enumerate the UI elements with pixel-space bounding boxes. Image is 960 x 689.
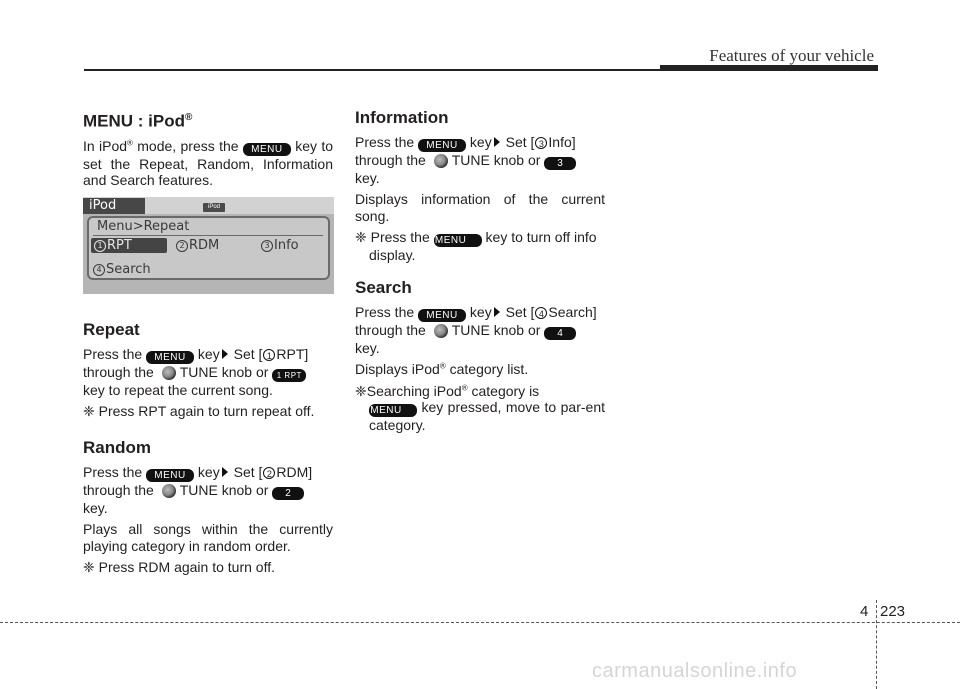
menu-ipod-heading: MENU : iPod® (83, 111, 193, 131)
random-note: ❈ Press RDM again to turn off. (83, 559, 275, 576)
screen-menu-panel (87, 216, 330, 280)
arrow-right-icon (222, 349, 228, 359)
random-section (83, 438, 333, 576)
left-column (83, 108, 333, 188)
repeat-heading: Repeat (83, 320, 140, 339)
screen-divider (93, 235, 323, 236)
circled-2-icon: 2 (263, 467, 275, 479)
screen-tab-ipod: iPod (83, 198, 145, 214)
tune-knob-icon (162, 484, 176, 498)
menu-key-icon: MENU (146, 469, 194, 482)
screen-item-search: 4 Search (93, 262, 151, 277)
screen-menu-title: Menu>Repeat (97, 219, 190, 234)
screen-item-info: 3 Info (261, 238, 299, 253)
information-heading: Information (355, 108, 449, 127)
menu-key-icon: MENU (418, 309, 466, 322)
tune-knob-icon (434, 154, 448, 168)
repeat-note: ❈ Press RPT again to turn repeat off. (83, 403, 315, 420)
key-4-icon: 4 (544, 327, 576, 340)
footer-vertical-rule (876, 600, 877, 689)
repeat-paragraph: Press the MENU key Set [ 1 RPT] through the TUNE knob or 1 RPT key to repeat the current song. (83, 346, 309, 398)
watermark: carmanualsonline.info (592, 660, 798, 682)
key-3-icon: 3 (544, 157, 576, 170)
arrow-right-icon (222, 467, 228, 477)
menu-key-icon: MENU (434, 234, 482, 247)
search-paragraph: Press the MENU key Set [ 4 Search] through the TUNE knob or 4 key. (355, 304, 597, 356)
random-heading: Random (83, 438, 151, 457)
key-1-rpt-icon: 1 RPT (272, 369, 306, 382)
menu-key-icon: MENU (418, 139, 466, 152)
key-2-icon: 2 (272, 487, 304, 500)
arrow-right-icon (494, 307, 500, 317)
menu-key-icon: MENU (146, 351, 194, 364)
screen-ipod-badge: iPod (203, 203, 225, 212)
intro-paragraph: In iPod® mode, press the MENU key to set the Repeat, Random, Information and Search features. (83, 137, 333, 189)
information-section (355, 108, 605, 264)
header-rule (84, 69, 660, 71)
search-heading: Search (355, 278, 412, 297)
information-note: ❈ Press the MENU key to turn off info display. (355, 229, 597, 264)
repeat-section (83, 320, 333, 420)
circled-4-icon: 4 (535, 307, 547, 319)
screen-item-rpt: 1 RPT (91, 238, 167, 253)
chapter-number: 4 (860, 603, 869, 620)
search-note: ❈Searching iPod® category is MENU key pressed, move to par-ent category. (355, 382, 605, 434)
footer-dashed-rule (0, 622, 960, 623)
circled-1-icon: 1 (263, 349, 275, 361)
menu-key-icon: MENU (369, 404, 417, 417)
page-header-title: Features of your vehicle (709, 46, 874, 65)
tune-knob-icon (434, 324, 448, 338)
information-body: Displays information of the current song. (355, 191, 605, 224)
random-body: Plays all songs within the currently playing category in random order. (83, 521, 333, 554)
menu-key-icon: MENU (243, 143, 291, 156)
search-body: Displays iPod® category list. (355, 361, 529, 378)
screen-item-rdm: 2 RDM (176, 238, 219, 253)
circled-3-icon: 3 (535, 137, 547, 149)
information-paragraph: Press the MENU key Set [ 3 Info] through the TUNE knob or 3 key. (355, 134, 576, 186)
page-number: 223 (880, 603, 906, 620)
arrow-right-icon (494, 137, 500, 147)
search-section (355, 278, 605, 434)
random-paragraph: Press the MENU key Set [ 2 RDM] through the TUNE knob or 2 key. (83, 464, 313, 516)
header-bar (660, 65, 878, 71)
ipod-menu-screen-image (83, 197, 334, 294)
tune-knob-icon (162, 366, 176, 380)
